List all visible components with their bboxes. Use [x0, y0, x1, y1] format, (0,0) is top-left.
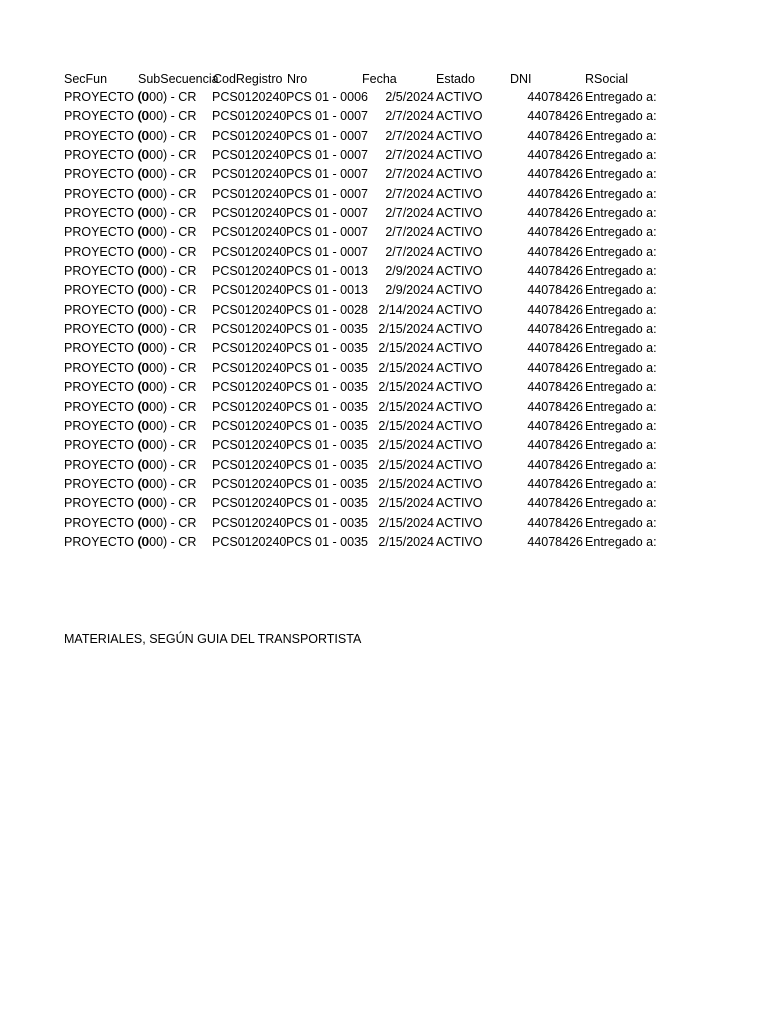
cell-nro: PCS 01 - 0035: [286, 457, 368, 472]
cell-estado: ACTIVO: [436, 380, 483, 395]
cell-codregistro: PCS0120240: [212, 148, 287, 163]
header-dni: DNI: [510, 72, 532, 86]
cell-rsocial: Entregado a:: [585, 283, 657, 298]
cell-rsocial: Entregado a:: [585, 244, 657, 259]
cell-secfun: PROYECTO (0: [64, 186, 149, 201]
cell-fecha: 2/7/2024: [385, 186, 434, 201]
table-row: [64, 514, 664, 533]
header-secfun: SecFun: [64, 72, 108, 86]
cell-subsecuencia: (000) - CR: [138, 225, 197, 240]
cell-rsocial: Entregado a:: [585, 457, 657, 472]
cell-rsocial: Entregado a:: [585, 418, 657, 433]
cell-rsocial: Entregado a:: [585, 148, 657, 163]
header-subsecuencia: SubSecuencia: [138, 72, 219, 86]
cell-nro: PCS 01 - 0035: [286, 476, 368, 491]
cell-fecha: 2/5/2024: [385, 90, 434, 104]
cell-subsecuencia: (000) - CR: [138, 90, 197, 104]
cell-subsecuencia: (000) - CR: [138, 438, 197, 453]
cell-estado: ACTIVO: [436, 496, 483, 511]
cell-dni: 44078426: [527, 225, 583, 240]
cell-rsocial: Entregado a:: [585, 167, 657, 182]
header-codregistro: CodRegistro: [213, 72, 283, 86]
cell-secfun: PROYECTO (0: [64, 418, 149, 433]
cell-fecha: 2/7/2024: [385, 244, 434, 259]
cell-dni: 44078426: [527, 206, 583, 221]
cell-dni: 44078426: [527, 302, 583, 317]
header-rsocial: RSocial: [585, 72, 629, 86]
cell-subsecuencia: (000) - CR: [138, 341, 197, 356]
cell-codregistro: PCS0120240: [212, 264, 287, 279]
cell-codregistro: PCS0120240: [212, 186, 287, 201]
cell-codregistro: PCS0120240: [212, 380, 287, 395]
cell-codregistro: PCS0120240: [212, 418, 287, 433]
cell-estado: ACTIVO: [436, 264, 483, 279]
cell-dni: 44078426: [527, 496, 583, 511]
cell-secfun: PROYECTO (0: [64, 457, 149, 472]
cell-subsecuencia: (000) - CR: [138, 515, 197, 530]
cell-secfun: PROYECTO (0: [64, 206, 149, 221]
cell-fecha: 2/14/2024: [378, 302, 434, 317]
table-row: [64, 204, 664, 223]
cell-codregistro: PCS0120240: [212, 302, 287, 317]
table-row: [64, 436, 664, 455]
cell-estado: ACTIVO: [436, 225, 483, 240]
cell-nro: PCS 01 - 0035: [286, 438, 368, 453]
spreadsheet-table: [64, 70, 664, 552]
table-row: [64, 398, 664, 417]
table-row: [64, 107, 664, 126]
cell-subsecuencia: (000) - CR: [138, 302, 197, 317]
cell-fecha: 2/15/2024: [378, 496, 434, 511]
cell-estado: ACTIVO: [436, 90, 483, 104]
cell-subsecuencia: (000) - CR: [138, 283, 197, 298]
cell-secfun: PROYECTO (0: [64, 496, 149, 511]
cell-subsecuencia: (000) - CR: [138, 264, 197, 279]
cell-estado: ACTIVO: [436, 244, 483, 259]
cell-estado: ACTIVO: [436, 128, 483, 143]
cell-rsocial: Entregado a:: [585, 302, 657, 317]
cell-fecha: 2/15/2024: [378, 534, 434, 549]
cell-codregistro: PCS0120240: [212, 515, 287, 530]
cell-subsecuencia: (000) - CR: [138, 457, 197, 472]
cell-codregistro: PCS0120240: [212, 322, 287, 337]
cell-secfun: PROYECTO (0: [64, 225, 149, 240]
cell-codregistro: PCS0120240: [212, 476, 287, 491]
cell-nro: PCS 01 - 0035: [286, 322, 368, 337]
table-row: [64, 88, 664, 107]
cell-rsocial: Entregado a:: [585, 476, 657, 491]
cell-rsocial: Entregado a:: [585, 380, 657, 395]
cell-secfun: PROYECTO (0: [64, 302, 149, 317]
table-row: [64, 417, 664, 436]
cell-fecha: 2/7/2024: [385, 167, 434, 182]
cell-subsecuencia: (000) - CR: [138, 244, 197, 259]
cell-dni: 44078426: [527, 109, 583, 124]
cell-secfun: PROYECTO (0: [64, 476, 149, 491]
cell-dni: 44078426: [527, 283, 583, 298]
cell-nro: PCS 01 - 0035: [286, 515, 368, 530]
cell-rsocial: Entregado a:: [585, 322, 657, 337]
cell-nro: PCS 01 - 0013: [286, 264, 368, 279]
cell-fecha: 2/7/2024: [385, 109, 434, 124]
cell-nro: PCS 01 - 0013: [286, 283, 368, 298]
cell-fecha: 2/7/2024: [385, 128, 434, 143]
header-nro: Nro: [287, 72, 308, 86]
cell-codregistro: PCS0120240: [212, 109, 287, 124]
cell-rsocial: Entregado a:: [585, 109, 657, 124]
table-row: [64, 320, 664, 339]
cell-estado: ACTIVO: [436, 457, 483, 472]
cell-subsecuencia: (000) - CR: [138, 148, 197, 163]
header-fecha: Fecha: [362, 72, 397, 86]
cell-secfun: PROYECTO (0: [64, 167, 149, 182]
cell-dni: 44078426: [527, 148, 583, 163]
cell-nro: PCS 01 - 0035: [286, 380, 368, 395]
cell-dni: 44078426: [527, 380, 583, 395]
cell-subsecuencia: (000) - CR: [138, 128, 197, 143]
cell-nro: PCS 01 - 0007: [286, 225, 368, 240]
table-row: [64, 475, 664, 494]
cell-subsecuencia: (000) - CR: [138, 322, 197, 337]
cell-subsecuencia: (000) - CR: [138, 186, 197, 201]
cell-subsecuencia: (000) - CR: [138, 534, 197, 549]
cell-rsocial: Entregado a:: [585, 438, 657, 453]
cell-codregistro: PCS0120240: [212, 128, 287, 143]
cell-subsecuencia: (000) - CR: [138, 476, 197, 491]
cell-subsecuencia: (000) - CR: [138, 399, 197, 414]
cell-nro: PCS 01 - 0035: [286, 360, 368, 375]
cell-secfun: PROYECTO (0: [64, 128, 149, 143]
cell-nro: PCS 01 - 0007: [286, 206, 368, 221]
cell-codregistro: PCS0120240: [212, 457, 287, 472]
cell-secfun: PROYECTO (0: [64, 148, 149, 163]
cell-nro: PCS 01 - 0007: [286, 148, 368, 163]
cell-rsocial: Entregado a:: [585, 534, 657, 549]
table-header-row: [64, 70, 664, 88]
cell-rsocial: Entregado a:: [585, 341, 657, 356]
table-row: [64, 262, 664, 281]
cell-fecha: 2/15/2024: [378, 515, 434, 530]
cell-subsecuencia: (000) - CR: [138, 206, 197, 221]
cell-fecha: 2/7/2024: [385, 148, 434, 163]
cell-rsocial: Entregado a:: [585, 264, 657, 279]
cell-fecha: 2/9/2024: [385, 283, 434, 298]
cell-estado: ACTIVO: [436, 438, 483, 453]
cell-codregistro: PCS0120240: [212, 438, 287, 453]
cell-subsecuencia: (000) - CR: [138, 167, 197, 182]
table-row: [64, 243, 664, 262]
cell-rsocial: Entregado a:: [585, 128, 657, 143]
materials-note: MATERIALES, SEGÚN GUIA DEL TRANSPORTISTA: [64, 632, 362, 646]
cell-dni: 44078426: [527, 341, 583, 356]
cell-codregistro: PCS0120240: [212, 167, 287, 182]
cell-dni: 44078426: [527, 418, 583, 433]
cell-secfun: PROYECTO (0: [64, 360, 149, 375]
table-row: [64, 281, 664, 300]
cell-fecha: 2/15/2024: [378, 322, 434, 337]
table-row: [64, 301, 664, 320]
cell-nro: PCS 01 - 0007: [286, 128, 368, 143]
table-row: [64, 533, 664, 552]
cell-nro: PCS 01 - 0035: [286, 418, 368, 433]
cell-rsocial: Entregado a:: [585, 90, 657, 104]
cell-estado: ACTIVO: [436, 186, 483, 201]
cell-secfun: PROYECTO (0: [64, 322, 149, 337]
cell-estado: ACTIVO: [436, 167, 483, 182]
cell-fecha: 2/15/2024: [378, 360, 434, 375]
cell-rsocial: Entregado a:: [585, 206, 657, 221]
cell-estado: ACTIVO: [436, 283, 483, 298]
cell-nro: PCS 01 - 0035: [286, 341, 368, 356]
table-row: [64, 359, 664, 378]
cell-secfun: PROYECTO (0: [64, 244, 149, 259]
cell-estado: ACTIVO: [436, 515, 483, 530]
cell-fecha: 2/15/2024: [378, 380, 434, 395]
cell-estado: ACTIVO: [436, 148, 483, 163]
cell-dni: 44078426: [527, 90, 583, 104]
table-body: [64, 88, 664, 552]
cell-codregistro: PCS0120240: [212, 534, 287, 549]
cell-estado: ACTIVO: [436, 341, 483, 356]
cell-fecha: 2/7/2024: [385, 225, 434, 240]
cell-secfun: PROYECTO (0: [64, 283, 149, 298]
cell-secfun: PROYECTO (0: [64, 534, 149, 549]
cell-secfun: PROYECTO (0: [64, 264, 149, 279]
cell-rsocial: Entregado a:: [585, 496, 657, 511]
cell-rsocial: Entregado a:: [585, 360, 657, 375]
cell-nro: PCS 01 - 0007: [286, 244, 368, 259]
cell-secfun: PROYECTO (0: [64, 380, 149, 395]
cell-fecha: 2/15/2024: [378, 438, 434, 453]
cell-nro: PCS 01 - 0007: [286, 109, 368, 124]
table-row: [64, 456, 664, 475]
table-row: [64, 378, 664, 397]
cell-rsocial: Entregado a:: [585, 186, 657, 201]
cell-estado: ACTIVO: [436, 206, 483, 221]
table-row: [64, 165, 664, 184]
cell-codregistro: PCS0120240: [212, 341, 287, 356]
cell-secfun: PROYECTO (0: [64, 341, 149, 356]
cell-secfun: PROYECTO (0: [64, 515, 149, 530]
cell-secfun: PROYECTO (0: [64, 90, 149, 104]
cell-dni: 44078426: [527, 438, 583, 453]
table-row: [64, 494, 664, 513]
cell-codregistro: PCS0120240: [212, 399, 287, 414]
cell-nro: PCS 01 - 0007: [286, 167, 368, 182]
cell-fecha: 2/15/2024: [378, 399, 434, 414]
cell-fecha: 2/15/2024: [378, 418, 434, 433]
cell-dni: 44078426: [527, 186, 583, 201]
cell-fecha: 2/9/2024: [385, 264, 434, 279]
cell-nro: PCS 01 - 0035: [286, 399, 368, 414]
table-row: [64, 223, 664, 242]
cell-estado: ACTIVO: [436, 360, 483, 375]
cell-estado: ACTIVO: [436, 109, 483, 124]
cell-subsecuencia: (000) - CR: [138, 418, 197, 433]
cell-nro: PCS 01 - 0028: [286, 302, 368, 317]
cell-secfun: PROYECTO (0: [64, 399, 149, 414]
cell-dni: 44078426: [527, 264, 583, 279]
cell-dni: 44078426: [527, 360, 583, 375]
cell-secfun: PROYECTO (0: [64, 438, 149, 453]
cell-secfun: PROYECTO (0: [64, 109, 149, 124]
cell-subsecuencia: (000) - CR: [138, 360, 197, 375]
cell-fecha: 2/7/2024: [385, 206, 434, 221]
cell-nro: PCS 01 - 0006: [286, 90, 368, 104]
cell-subsecuencia: (000) - CR: [138, 496, 197, 511]
cell-dni: 44078426: [527, 399, 583, 414]
cell-codregistro: PCS0120240: [212, 90, 287, 104]
cell-estado: ACTIVO: [436, 418, 483, 433]
cell-estado: ACTIVO: [436, 322, 483, 337]
cell-dni: 44078426: [527, 128, 583, 143]
cell-codregistro: PCS0120240: [212, 225, 287, 240]
cell-subsecuencia: (000) - CR: [138, 380, 197, 395]
cell-fecha: 2/15/2024: [378, 457, 434, 472]
table-row: [64, 127, 664, 146]
cell-nro: PCS 01 - 0035: [286, 534, 368, 549]
cell-estado: ACTIVO: [436, 399, 483, 414]
cell-codregistro: PCS0120240: [212, 283, 287, 298]
cell-nro: PCS 01 - 0035: [286, 496, 368, 511]
cell-codregistro: PCS0120240: [212, 206, 287, 221]
cell-fecha: 2/15/2024: [378, 341, 434, 356]
cell-dni: 44078426: [527, 515, 583, 530]
cell-estado: ACTIVO: [436, 302, 483, 317]
cell-rsocial: Entregado a:: [585, 515, 657, 530]
cell-dni: 44078426: [527, 322, 583, 337]
cell-rsocial: Entregado a:: [585, 399, 657, 414]
cell-dni: 44078426: [527, 534, 583, 549]
cell-codregistro: PCS0120240: [212, 496, 287, 511]
cell-estado: ACTIVO: [436, 534, 483, 549]
cell-estado: ACTIVO: [436, 476, 483, 491]
cell-codregistro: PCS0120240: [212, 244, 287, 259]
cell-codregistro: PCS0120240: [212, 360, 287, 375]
cell-dni: 44078426: [527, 167, 583, 182]
table-row: [64, 146, 664, 165]
cell-dni: 44078426: [527, 244, 583, 259]
cell-subsecuencia: (000) - CR: [138, 109, 197, 124]
cell-dni: 44078426: [527, 476, 583, 491]
cell-dni: 44078426: [527, 457, 583, 472]
table-row: [64, 185, 664, 204]
header-estado: Estado: [436, 72, 475, 86]
cell-fecha: 2/15/2024: [378, 476, 434, 491]
cell-nro: PCS 01 - 0007: [286, 186, 368, 201]
cell-rsocial: Entregado a:: [585, 225, 657, 240]
table-row: [64, 339, 664, 358]
